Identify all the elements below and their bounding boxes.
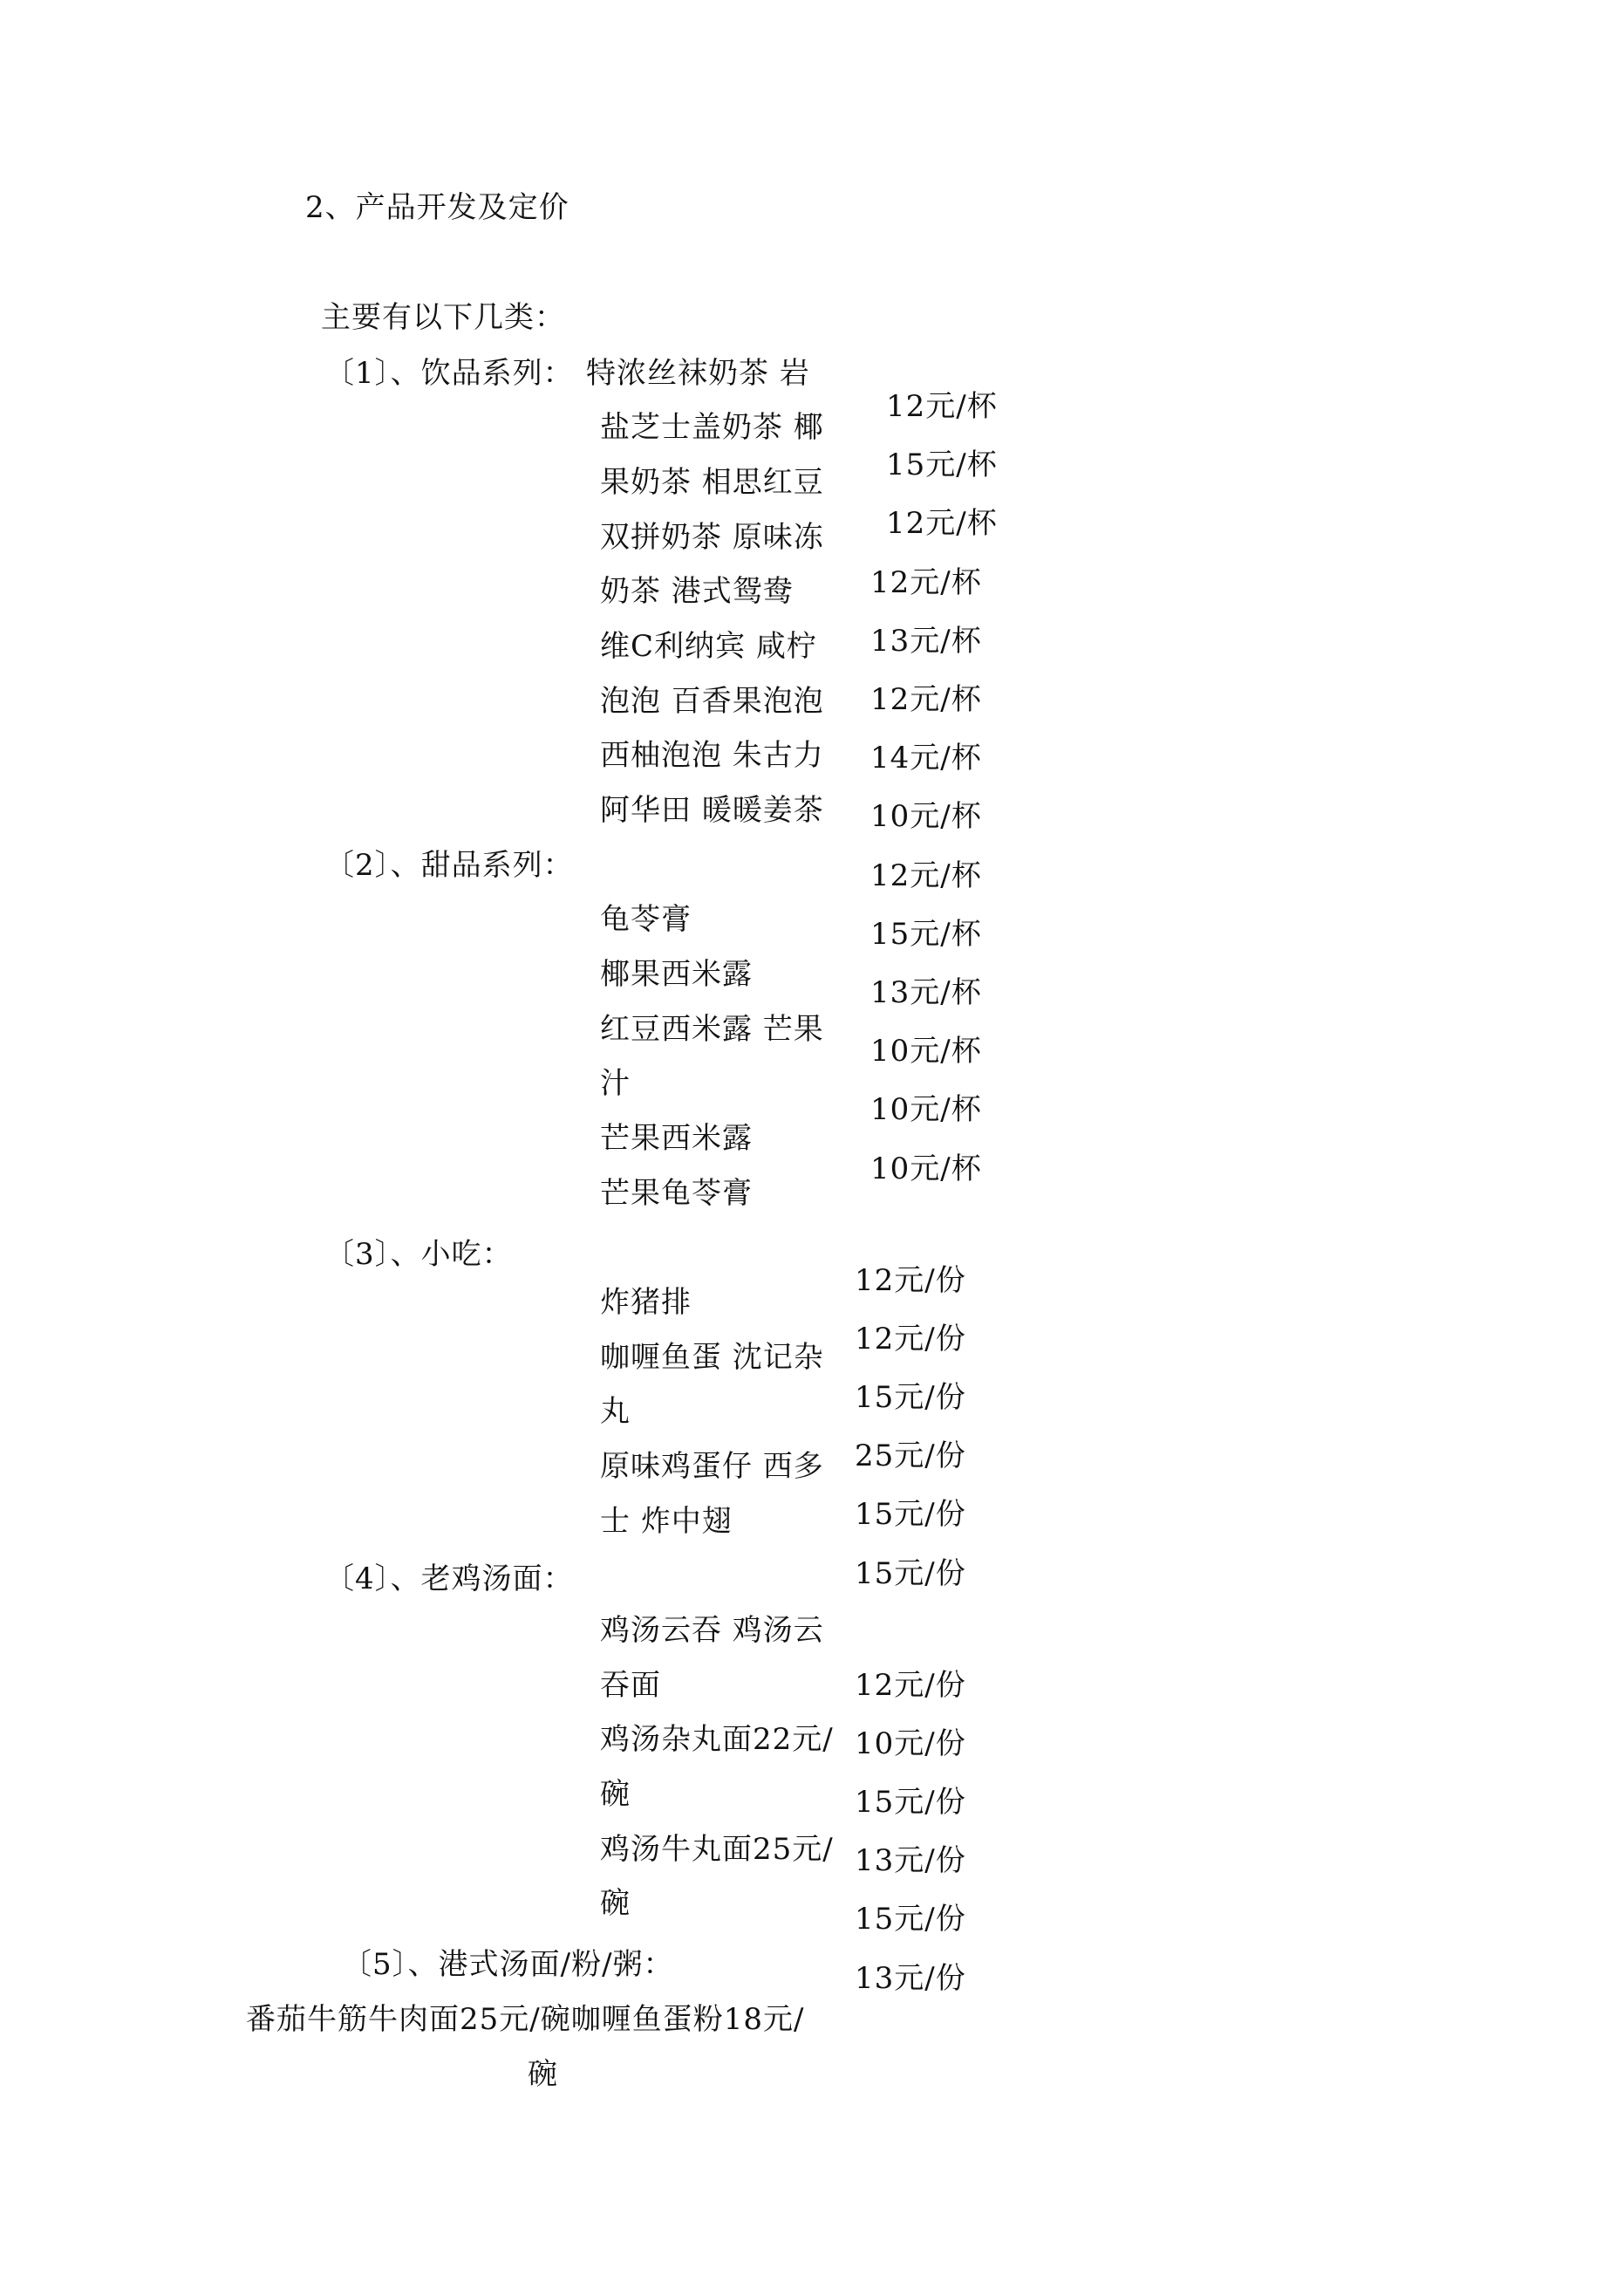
item-line: 龟苓膏 [600, 902, 692, 937]
price-label: 10元/杯 [870, 1034, 982, 1069]
item-line: 鸡汤杂丸面22元/ [600, 1722, 834, 1757]
category-desserts: 〔2〕、甜品系列： [324, 848, 574, 883]
price-label: 12元/份 [855, 1322, 966, 1356]
price-label: 10元/杯 [870, 799, 982, 834]
price-label: 15元/份 [855, 1785, 966, 1820]
price-label: 13元/杯 [870, 975, 982, 1010]
item-line: 原味鸡蛋仔 西多 [600, 1449, 824, 1484]
price-label: 15元/份 [855, 1902, 966, 1937]
price-label: 12元/杯 [870, 858, 982, 893]
price-label: 15元/杯 [870, 917, 982, 952]
category-snacks: 〔3〕、小吃： [324, 1237, 513, 1272]
category-drinks: 〔1〕、饮品系列： [324, 356, 574, 391]
item-line: 士 炸中翅 [600, 1504, 733, 1539]
item-line: 阿华田 暖暖姜茶 [600, 793, 824, 828]
price-label: 12元/份 [855, 1263, 966, 1298]
item-line: 吞面 [600, 1668, 661, 1703]
category-noodles: 〔4〕、老鸡汤面： [324, 1561, 574, 1596]
price-label: 25元/份 [855, 1438, 966, 1473]
item-line: 碗 [600, 1886, 631, 1921]
intro-text: 主要有以下几类： [321, 300, 565, 335]
price-label: 13元/份 [855, 1843, 966, 1878]
item-line: 鸡汤云吞 鸡汤云 [600, 1613, 824, 1648]
item-line: 泡泡 百香果泡泡 [600, 684, 824, 719]
price-label: 12元/份 [855, 1668, 966, 1703]
item-line: 芒果龟苓膏 [600, 1176, 753, 1211]
price-label: 10元/份 [855, 1726, 966, 1761]
price-label: 10元/杯 [870, 1151, 982, 1186]
price-label: 13元/份 [855, 1961, 966, 1996]
item-line: 芒果西米露 [600, 1121, 753, 1156]
item-line: 双拼奶茶 原味冻 [600, 520, 824, 555]
price-label: 14元/杯 [870, 741, 982, 776]
item-line: 丸 [600, 1394, 631, 1429]
section-heading: 2、产品开发及定价 [305, 190, 569, 225]
item-line: 炸猪排 [600, 1285, 692, 1320]
hk-item-line: 番茄牛筋牛肉面25元/碗咖喱鱼蛋粉18元/ [246, 2002, 805, 2037]
category-hk-noodles: 〔5〕、港式汤面/粉/粥： [342, 1947, 674, 1982]
item-line: 特浓丝袜奶茶 岩 [586, 356, 810, 391]
price-label: 15元/份 [855, 1556, 966, 1591]
price-label: 15元/杯 [886, 448, 998, 482]
price-label: 15元/份 [855, 1497, 966, 1532]
item-line: 碗 [600, 1777, 631, 1812]
item-line: 红豆西米露 芒果 [600, 1012, 824, 1047]
item-line: 盐芝士盖奶茶 椰 [600, 410, 824, 445]
item-line: 奶茶 港式鸳鸯 [600, 574, 794, 609]
item-line: 鸡汤牛丸面25元/ [600, 1832, 834, 1867]
price-label: 12元/杯 [886, 389, 998, 424]
price-label: 12元/杯 [870, 565, 982, 600]
price-label: 12元/杯 [886, 506, 998, 541]
price-label: 13元/杯 [870, 624, 982, 659]
item-line: 汁 [600, 1066, 631, 1101]
price-label: 15元/份 [855, 1380, 966, 1415]
price-label: 12元/杯 [870, 682, 982, 717]
price-label: 10元/杯 [870, 1092, 982, 1127]
item-line: 椰果西米露 [600, 957, 753, 992]
item-line: 咖喱鱼蛋 沈记杂 [600, 1340, 824, 1375]
item-line: 西柚泡泡 朱古力 [600, 738, 824, 773]
hk-item-line: 碗 [528, 2057, 558, 2092]
item-line: 果奶茶 相思红豆 [600, 465, 824, 500]
item-line: 维C利纳宾 咸柠 [600, 629, 817, 664]
